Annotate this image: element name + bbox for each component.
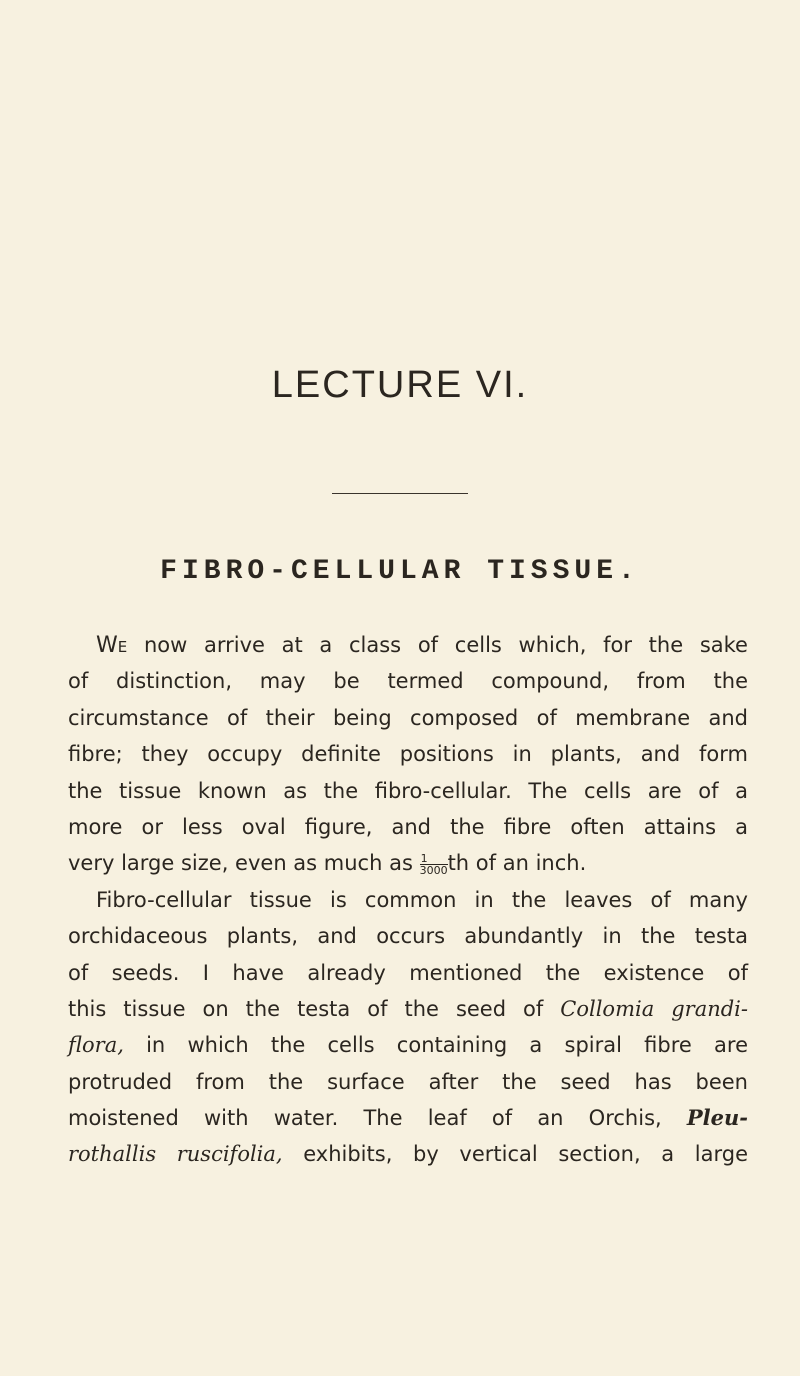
text-line [68,1027,748,1063]
chapter-title: FIBRO-CELLULAR TISSUE. [160,556,640,587]
italic-species-name: rothallis ruscifolia, [68,1142,283,1167]
text-line: protruded from the surface after the seed has been [68,1069,748,1094]
text-span: exhibits, by vertical section, a large [282,1142,748,1167]
text-line [68,1136,748,1172]
fraction-denominator: 3000 [419,864,448,878]
text-line: more or less oval figure, and the fibre often attains a [68,814,748,839]
text-span: very large size, even as much as [68,851,420,876]
text-line: orchidaceous plants, and occurs abundantly in the testa [68,924,748,949]
italic-species-name: Pleu- [686,1105,748,1131]
lead-word: We [96,633,128,658]
italic-species-name: flora, [68,1033,124,1058]
body-text [68,627,748,1173]
text-span: this tissue on the testa of the seed of [68,996,561,1021]
text-line [68,845,748,881]
fraction [420,853,448,876]
text-span: th of an inch. [447,851,587,876]
italic-species-name: Collomia grandi- [560,996,748,1021]
text-line: of distinction, may be termed compound, from the [68,669,748,694]
text-line: the tissue known as the fibro-cellular. The cells are of a [68,778,748,803]
text-span: now arrive at a class of cells which, for the sake [143,633,748,657]
title-divider [332,493,468,494]
fraction-numerator: 1 [420,853,448,865]
text-line: fibre; they occupy definite positions in plants, and form [68,742,748,767]
text-line [68,1100,748,1136]
text-line [68,627,748,663]
text-line: circumstance of their being composed of membrane and [68,705,748,730]
text-line: Fibro-cellular tissue is common in the leaves of many [96,887,748,912]
text-line: of seeds. I have already mentioned the existence of [68,960,748,985]
text-line [68,991,748,1027]
lecture-title: LECTURE VI. [271,364,529,406]
text-span: moistened with water. The leaf of an Orchis, [68,1106,687,1131]
text-span: in which the cells containing a spiral fibre are [123,1033,748,1058]
